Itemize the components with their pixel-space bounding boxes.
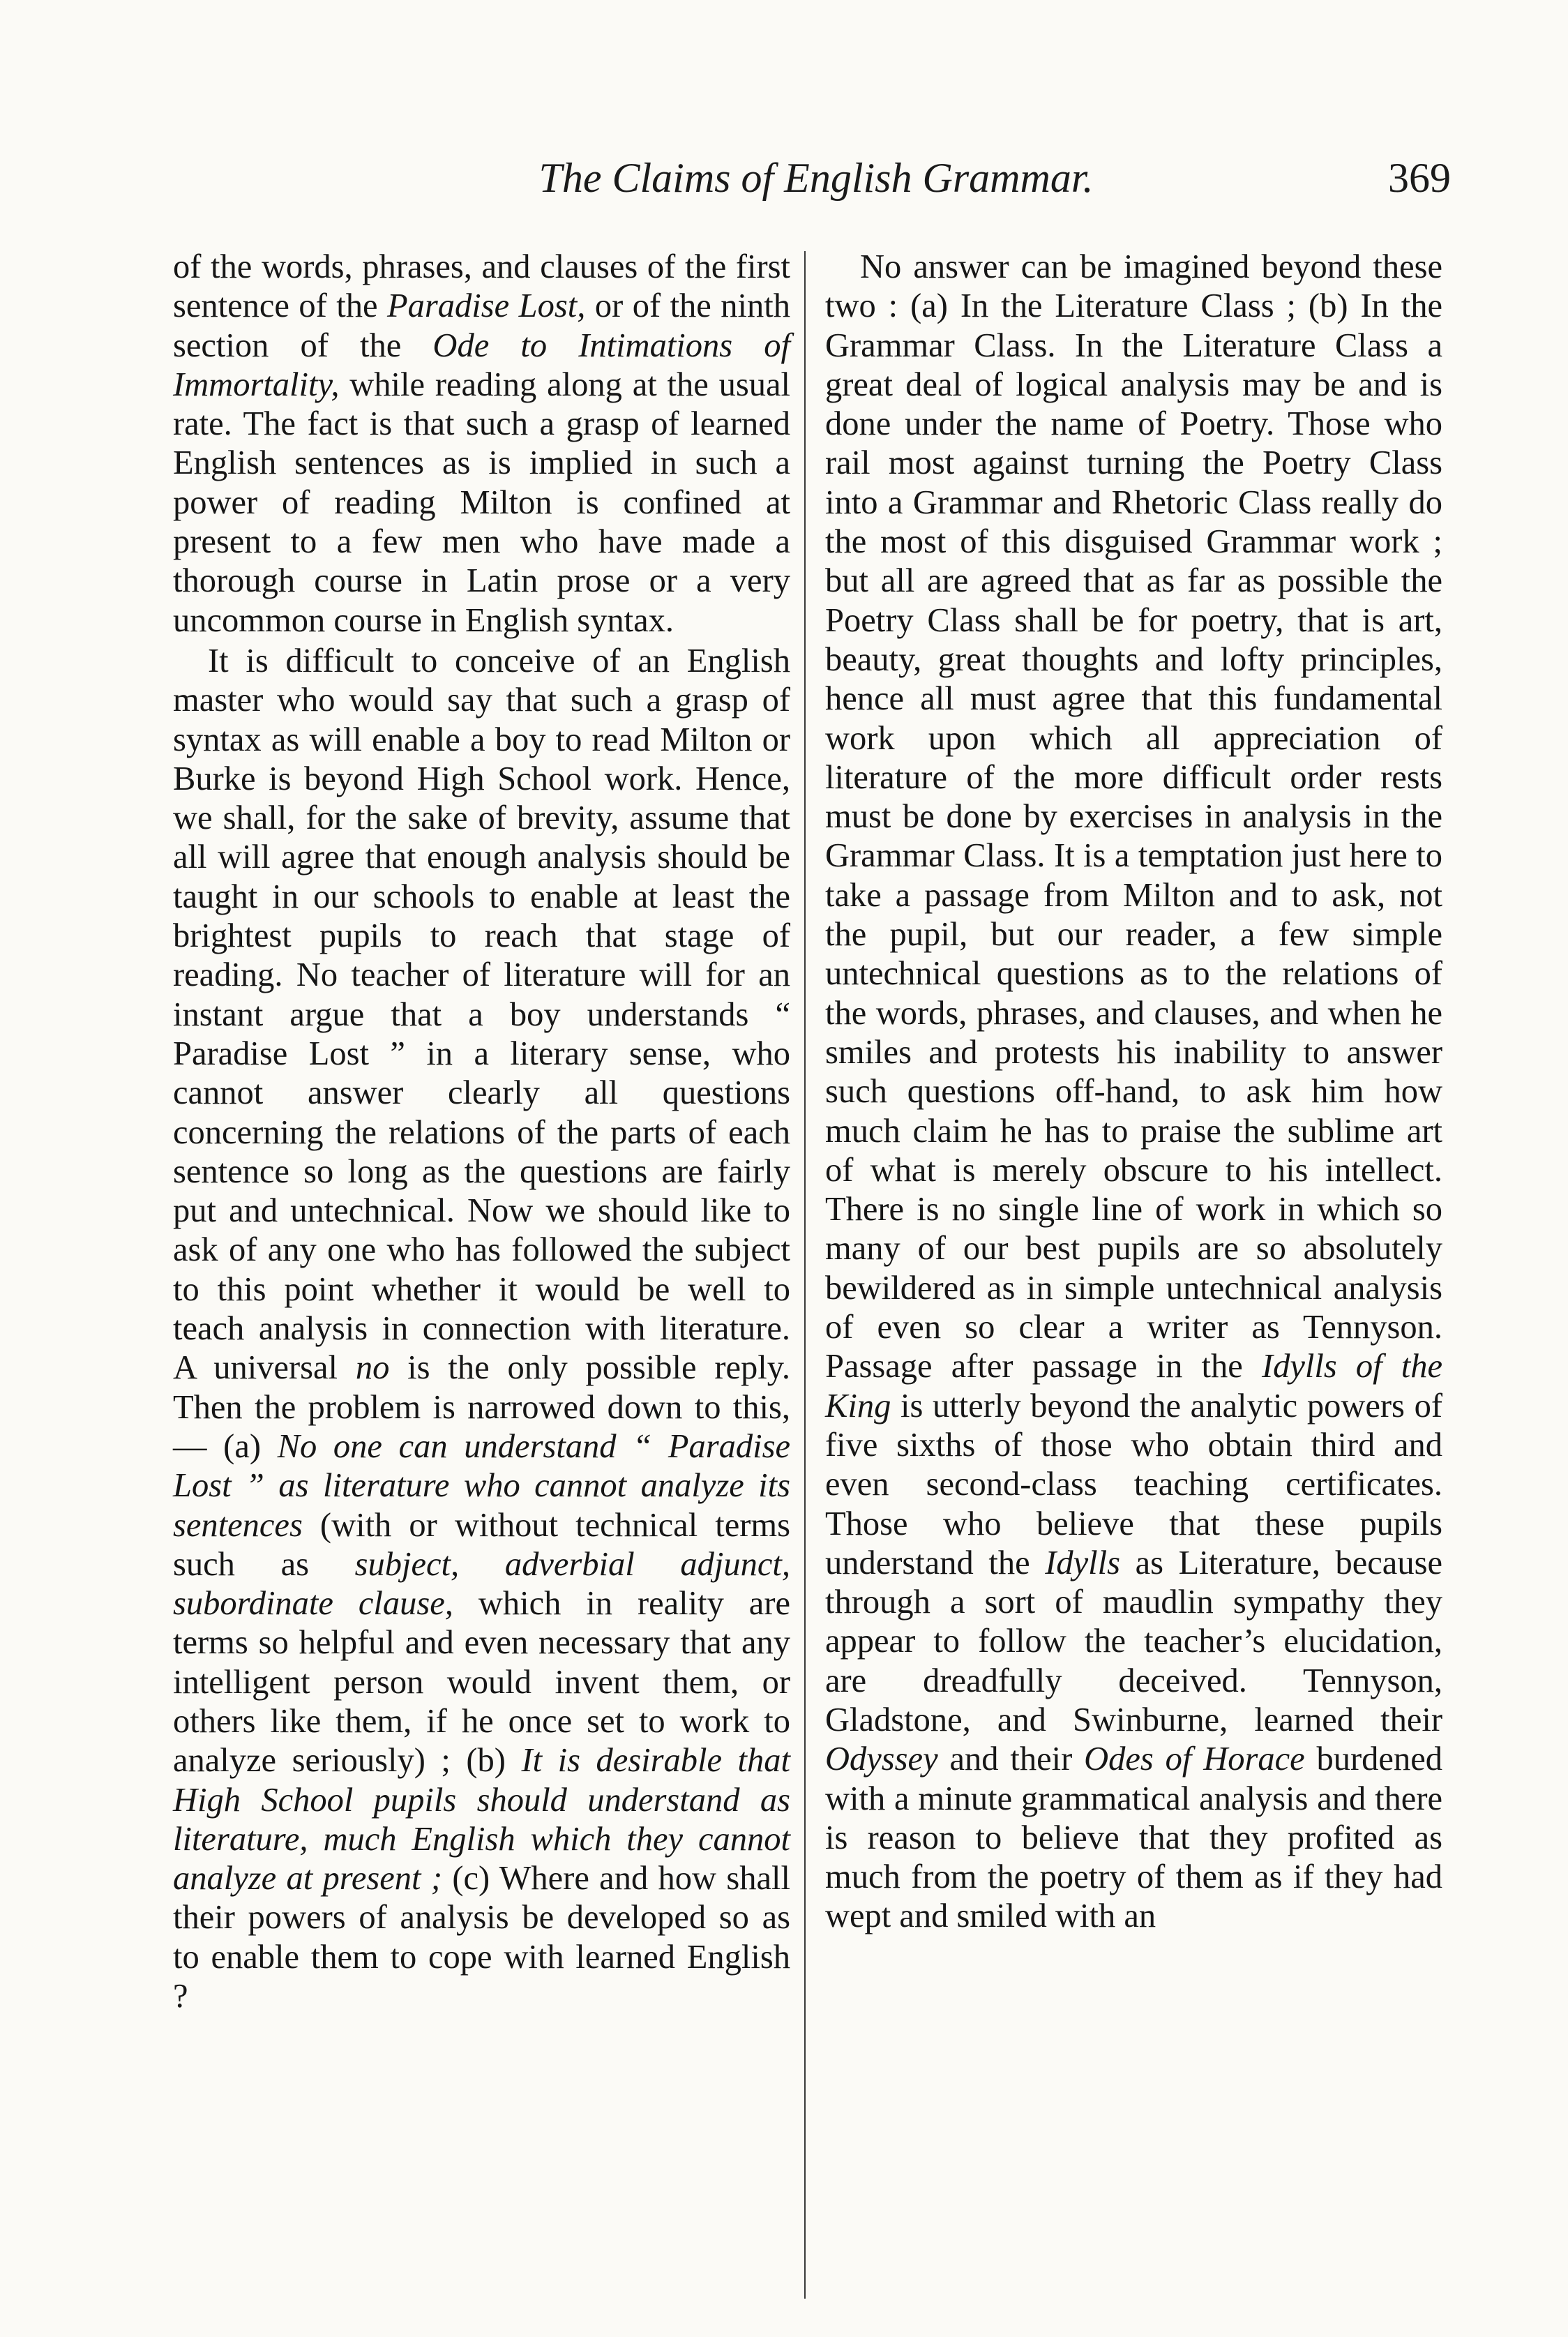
- text-run: It is difficult to conceive of an English master who would say that such a grasp of syntax as will enable a boy to read Milton or Burke is beyond High School work. Hence, we shall, for the sake of brevity, assume that all will agree that enough analysis should be taught in our schools to enable at least the brightest pupils to reach that stage of reading. No teacher of literature will for an instant argue that a boy understands “ Paradise Lost ” in a literary sense, who cannot answer clearly all questions concerning the relations of the parts of each sentence so long as the questions are fairly put and untechnical. Now we should like to ask of any one who has followed the subject to this point whether it would be well to teach analysis in connection with literature. A universal: [173, 642, 790, 1387]
- running-header: [174, 146, 1451, 209]
- right-column: [825, 248, 1442, 1937]
- text-run: as Literature, because through a sort of maudlin sympathy they appear to follow the teacher’s elucidation, are dreadfully deceived. Tennyson, Gladstone, and Swinburne, learned their: [825, 1544, 1442, 1738]
- text-run: or of the ninth section of the: [173, 287, 791, 364]
- paragraph: [825, 248, 1442, 1937]
- text-run: is utterly beyond the analytic powers of five sixths of those who obtain third and even second-class teaching certificates. Those who believe that these pupils understand the: [825, 1387, 1442, 1581]
- italic-text: no: [355, 1349, 390, 1387]
- left-column: [173, 248, 790, 2016]
- text-run: burdened with a minute grammatical analysis and there is reason to believe that they profited as much from the poetry of them as if they had wept and smiled with an: [825, 1741, 1442, 1935]
- text-run: is the only possible reply. Then the problem is narrowed down to this, — (a): [173, 1349, 790, 1465]
- text-run: No answer can be imagined beyond these two : (a) In the Literature Class ; (b) In the Grammar Class. In the Literature Class a great deal of logical analysis may be and is done under the name of Poetry. Those who rail most against turning the Poetry Class into a Grammar and Rhetoric Class really do the most of this disguised Grammar work ; but all are agreed that as far as possible the Poetry Class shall be for poetry, that is art, beauty, great thoughts and lofty principles, hence all must agree that this fundamental work upon which all appreciation of literature of the more difficult order rests must be done by exercises in analysis in the Grammar Class. It is a temptation just here to take a passage from Milton and to ask, not the pupil, but our reader, a few simple untechnical questions as to the relations of the words, phrases, and clauses, and when he smiles and protests his inability to answer such questions off-hand, to ask him how much claim he has to praise the sublime art of what is merely obscure to his intellect. There is no single line of work in which so many of our best pupils are so absolutely bewildered as in simple untechnical analysis of even so clear a writer as Tennyson. Passage after passage in the: [825, 248, 1442, 1385]
- text-run: of the words, phrases, and clauses of the first sentence of the: [173, 248, 790, 325]
- paragraph: [173, 642, 790, 2016]
- text-run: (with or without technical terms such as: [173, 1506, 790, 1583]
- italic-text: subject, adverbial adjunct, subordinate clause,: [173, 1545, 790, 1623]
- text-run: while reading along at the usual rate. The fact is that such a grasp of learned English sentences as is implied in such a power of reading Milton is confined at present to a few men who have made a thorough course in Latin prose or a very uncommon course in English syntax.: [173, 366, 790, 639]
- text-run: which in reality are terms so helpful and even necessary that any intelligent person would invent them, or others like them, if he once set to work to analyze seriously) ; (b): [173, 1585, 791, 1780]
- running-title: The Claims of English Grammar.: [538, 155, 1094, 201]
- italic-text: Paradise Lost,: [387, 287, 586, 325]
- text-run: and their: [937, 1741, 1085, 1778]
- column-divider: [804, 251, 806, 2299]
- italic-text: Ode to Intimations of Immortality,: [173, 326, 791, 403]
- italic-text: Odyssey: [825, 1741, 938, 1778]
- italic-text: Odes of Horace: [1084, 1741, 1305, 1778]
- italic-text: Idylls: [1045, 1544, 1121, 1581]
- text-run: (c) Where and how shall their powers of analysis be developed so as to enable them to cope with learned English ?: [173, 1860, 790, 2015]
- italic-text: It is desirable that High School pupils should understand as literature, much English which they cannot analyze at present ;: [173, 1742, 790, 1898]
- page-number: 369: [1388, 155, 1451, 201]
- italic-text: Idylls of the King: [825, 1348, 1443, 1425]
- italic-text: No one can understand “ Paradise Lost ” as literature who cannot analyze its sentences: [173, 1427, 790, 1544]
- paragraph: [173, 248, 790, 640]
